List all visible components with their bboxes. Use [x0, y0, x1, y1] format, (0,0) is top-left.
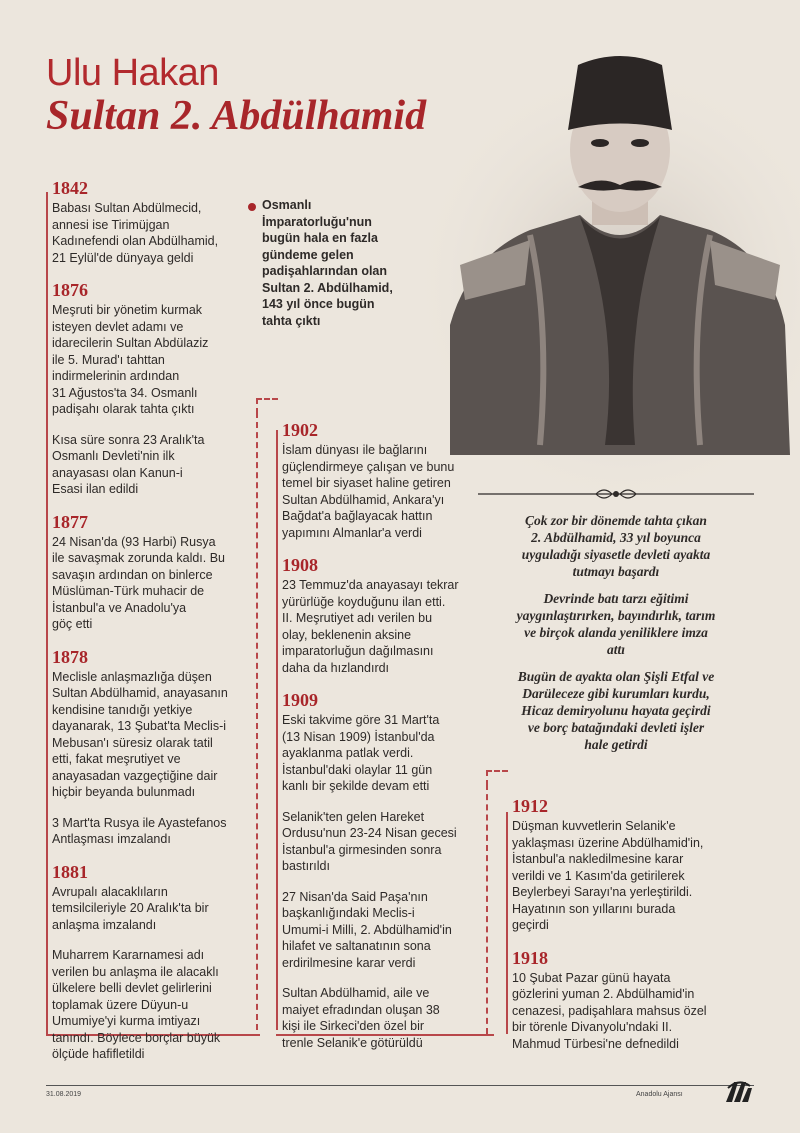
quote-2: Devrinde batı tarzı eğitimi yaygınlaştırırken, bayındırlık, tarım ve birçok alanda yeniliklere imza attı	[516, 591, 716, 657]
event-text: Sultan Abdülhamid, aile ve maiyet efradından oluşan 38 kişi ile Sirkeci'den özel bir trenle Selanik'e götürüldü	[282, 986, 440, 1050]
event-text: 24 Nisan'da (93 Harbi) Rusya ile savaşmak zorunda kaldı. Bu savaşın ardından on binlerce Müslüman-Türk muhacir de İstanbul'a ve Anadolu'ya göç etti	[52, 534, 226, 631]
event-text: Kısa süre sonra 23 Aralık'ta Osmanlı Devleti'nin ilk anayasası olan Kanun-i Esasi ilan edildi	[52, 432, 205, 496]
timeline-dash-2b	[486, 784, 488, 1034]
footer-agency: Anadolu Ajansı	[636, 1091, 683, 1098]
event-text: 23 Temmuz'da anayasayı tekrar yürürlüğe koyduğunu ilan etti. II. Meşrutiyet adı verilen bu olay, beklenenin aksine imparatorluğun dağılmasını daha da hızlandırdı	[282, 578, 459, 675]
year-label: 1842	[52, 178, 88, 198]
event-text: 27 Nisan'da Said Paşa'nın başkanlığındaki Meclis-i Umumi-i Milli, 2. Abdülhamid'in hilafet ve saltanatının sona erdirilmesine karar verdi	[282, 889, 452, 970]
timeline-dash-1	[256, 398, 278, 414]
year-label: 1876	[52, 280, 88, 300]
event-1908	[282, 555, 482, 676]
timeline-column-1	[52, 178, 252, 1077]
event-1876	[52, 280, 252, 498]
timeline-line-2	[276, 430, 278, 1030]
event-text: Muharrem Kararnamesi adı verilen bu anlaşma ile alacaklı ülkelere belli devlet gelirlerini toplamak üzere Düyun-u Umumiye'yi kurma imtiyazı tanındı. Böylece borçlar büyük ölçüde hafifletildi	[52, 948, 221, 1061]
event-text: Selanik'ten gelen Hareket Ordusu'nun 23-24 Nisan gecesi İstanbul'a girmesinden sonra bastırıldı	[282, 809, 457, 873]
event-1881	[52, 862, 252, 1063]
event-text: Babası Sultan Abdülmecid, annesi ise Tirimüjgan Kadınefendi olan Abdülhamid, 21 Eylül'de dünyaya geldi	[52, 201, 219, 265]
intro-text: Osmanlı İmparatorluğu'nun bugün hala en fazla gündeme gelen padişahlarından olan Sultan 2. Abdülhamid, 143 yıl önce bugün tahta çıktı	[262, 198, 393, 328]
event-1912	[512, 796, 752, 934]
event-1878	[52, 647, 252, 848]
event-1909	[282, 690, 482, 1051]
event-text: Meşruti bir yönetim kurmak isteyen devlet adamı ve idarecilerin Sultan Abdülaziz ile 5. Murad'ı tahttan indirmelerinin ardından 31 Ağustos'ta 34. Osmanlı padişahı olarak tahta çıktı	[52, 303, 209, 416]
timeline-dash-2	[486, 770, 508, 786]
timeline-line-1	[46, 192, 48, 1036]
event-text: Avrupalı alacaklıların temsilcileriyle 20 Aralık'ta bir anlaşma imzalandı	[52, 884, 209, 932]
event-text: Eski takvime göre 31 Mart'ta (13 Nisan 1909) İstanbul'da ayaklanma patlak verdi. İstanbul'daki olaylar 11 gün kanlı bir şekilde devam etti	[282, 713, 440, 793]
footer-divider	[46, 1085, 754, 1086]
year-label: 1918	[512, 947, 548, 968]
summary-quotes	[494, 512, 738, 763]
timeline-dash-1b	[256, 412, 258, 1030]
year-label: 1912	[512, 796, 548, 816]
event-1842	[52, 178, 252, 266]
ornament-divider-icon	[478, 486, 754, 502]
timeline-column-3	[512, 796, 752, 1066]
event-1918	[512, 948, 752, 1053]
quote-3: Bugün de ayakta olan Şişli Etfal ve Darüleceze gibi kurumları kurdu, Hicaz demiryolunu hayata geçirdi ve borç batağındaki devleti işler hale getirdi	[517, 669, 715, 752]
event-text: İslam dünyası ile bağlarını güçlendirmeye çalışan ve bunu temel bir siyaset haline getiren Sultan Abdülhamid, Ankara'yı Bağdat'a bağlayacak hattın yapımını Almanlar'a verdi	[282, 443, 455, 540]
year-label: 1902	[282, 420, 318, 440]
event-text: Meclisle anlaşmazlığa düşen Sultan Abdülhamid, anayasanın kendisine tanıdığı yetkiye dayanarak, 13 Şubat'ta Meclis-i Mebusan'ı süresiz olarak tatil etti, fakat meşrutiyet ve anayasadan vazgeçtiğine dair hiçbir beyanda bulunmadı	[52, 669, 228, 799]
title-line1: Ulu Hakan	[46, 52, 219, 94]
year-label: 1881	[52, 861, 88, 882]
title-line2: Sultan 2. Abdülhamid	[46, 93, 427, 139]
event-text: Düşman kuvvetlerin Selanik'e yaklaşması üzerine Abdülhamid'in, İstanbul'a nakledilmesine karar verildi ve 1 Kasım'da getirilerek Beylerbeyi Sarayı'na yerleştirildi. Hayatının son yıllarını burada geçirdi	[512, 819, 704, 932]
year-label: 1877	[52, 511, 88, 532]
footer-date: 31.08.2019	[46, 1091, 82, 1098]
anadolu-agency-logo-icon	[724, 1078, 754, 1104]
event-1877	[52, 512, 252, 633]
event-text: 10 Şubat Pazar günü hayata gözlerini yuman 2. Abdülhamid'in cenazesi, padişahlara mahsus özel bir törenle Divanyolu'ndaki II. Mahmud Türbesi'ne defnedildi	[512, 970, 707, 1051]
event-1902	[282, 420, 482, 541]
year-label: 1908	[282, 555, 318, 575]
event-text: 3 Mart'ta Rusya ile Ayastefanos Antlaşması imzalandı	[52, 815, 227, 846]
timeline-line-3	[506, 812, 508, 1034]
year-label: 1909	[282, 690, 318, 710]
timeline-column-2	[282, 420, 482, 1065]
year-label: 1878	[52, 646, 88, 667]
quote-1: Çok zor bir dönemde tahta çıkan 2. Abdülhamid, 33 yıl boyunca uyguladığı siyasetle devleti ayakta tutmayı başardı	[521, 513, 711, 579]
